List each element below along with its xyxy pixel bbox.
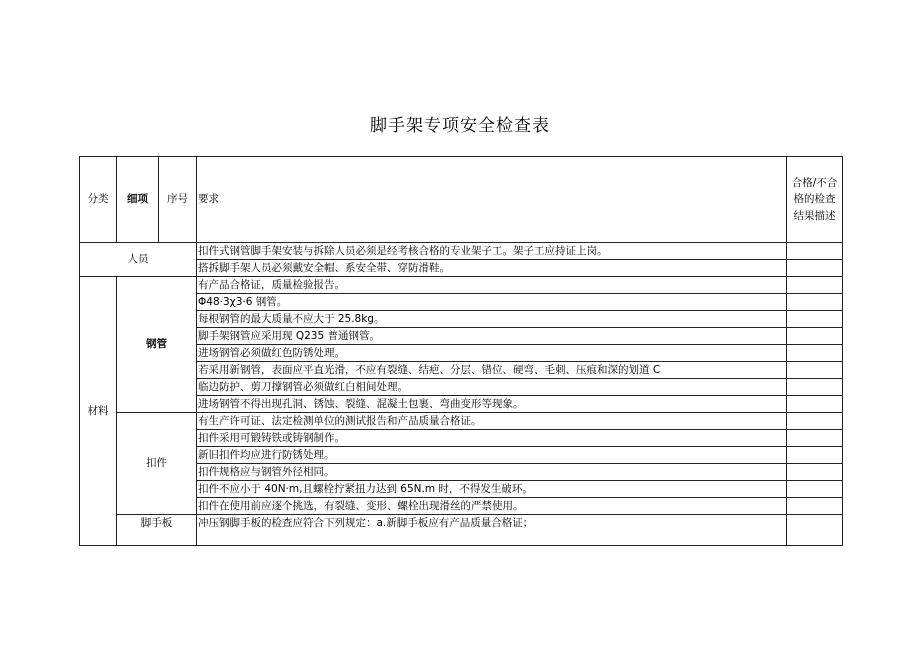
requirement-cell: 扣件在使用前应逐个挑选，有裂缝、变形、螺栓出现滑丝的严禁使用。 xyxy=(197,498,787,515)
requirement-cell: 扣件式钢管脚手架安装与拆除人员必须是经考核合格的专业架子工。架子工应持证上岗。 xyxy=(197,243,787,260)
requirement-cell: 脚手架钢管应采用现 Q235 普通钢管。 xyxy=(197,328,787,345)
result-cell[interactable] xyxy=(787,498,843,515)
result-cell[interactable] xyxy=(787,481,843,498)
result-cell[interactable] xyxy=(787,515,843,546)
header-category: 分类 xyxy=(80,157,117,243)
item-steel-pipe: 钢管 xyxy=(117,277,197,413)
header-requirement: 要求 xyxy=(197,157,787,243)
requirement-cell: 有生产许可证、法定检测单位的测试报告和产品质量合格证。 xyxy=(197,413,787,430)
result-cell[interactable] xyxy=(787,430,843,447)
result-cell[interactable] xyxy=(787,328,843,345)
result-cell[interactable] xyxy=(787,464,843,481)
result-cell[interactable] xyxy=(787,311,843,328)
header-item: 细项 xyxy=(117,157,159,243)
result-cell[interactable] xyxy=(787,294,843,311)
category-materials: 材料 xyxy=(80,277,117,546)
requirement-cell: 进场钢管不得出现孔洞、锈蚀、裂缝、混凝土包裹、弯曲变形等现象。 xyxy=(197,396,787,413)
result-cell[interactable] xyxy=(787,277,843,294)
page-title: 脚手架专项安全检查表 xyxy=(370,116,550,136)
requirement-cell: 搭拆脚手架人员必须戴安全帽、系安全带、穿防滑鞋。 xyxy=(197,260,787,277)
result-cell[interactable] xyxy=(787,447,843,464)
requirement-cell: 进场钢管必须做红色防锈处理。 xyxy=(197,345,787,362)
result-cell[interactable] xyxy=(787,260,843,277)
table-row xyxy=(80,515,843,546)
table-row xyxy=(80,277,843,294)
requirement-cell: 新旧扣件均应进行防锈处理。 xyxy=(197,447,787,464)
result-cell[interactable] xyxy=(787,396,843,413)
result-cell[interactable] xyxy=(787,413,843,430)
table-row xyxy=(80,413,843,430)
requirement-cell: 每根钢管的最大质量不应大于 25.8kg。 xyxy=(197,311,787,328)
header-result: 合格/不合格的检查结果描述 xyxy=(787,157,843,243)
result-cell[interactable] xyxy=(787,243,843,260)
table-header-row xyxy=(80,157,843,243)
result-cell[interactable] xyxy=(787,345,843,362)
header-seq: 序号 xyxy=(159,157,197,243)
requirement-cell: 若采用新钢管，表面应平直光滑，不应有裂缝、结疤、分层、错位、硬弯、毛刺、压痕和深的划道 C xyxy=(197,362,787,379)
item-scaffold-board: 脚手板 xyxy=(117,515,197,546)
table-row xyxy=(80,243,843,260)
requirement-cell: 扣件采用可锻铸铁或铸钢制作。 xyxy=(197,430,787,447)
requirement-cell: 临边防护、剪刀撑钢管必须做红白相间处理。 xyxy=(197,379,787,396)
category-personnel: 人员 xyxy=(80,243,197,277)
requirement-cell: 有产品合格证，质量检验报告。 xyxy=(197,277,787,294)
requirement-cell: 扣件规格应与钢管外径相同。 xyxy=(197,464,787,481)
requirement-cell: 冲压钢脚手板的检查应符合下列规定：a.新脚手板应有产品质量合格证； xyxy=(197,515,787,546)
result-cell[interactable] xyxy=(787,362,843,379)
requirement-cell: 扣件不应小于 40N·m,且螺栓拧紧扭力达到 65N.m 时，不得发生破环。 xyxy=(197,481,787,498)
requirement-cell: Φ48·3χ3·6 钢管。 xyxy=(197,294,787,311)
inspection-table xyxy=(79,156,843,546)
item-fastener: 扣件 xyxy=(117,413,197,515)
result-cell[interactable] xyxy=(787,379,843,396)
